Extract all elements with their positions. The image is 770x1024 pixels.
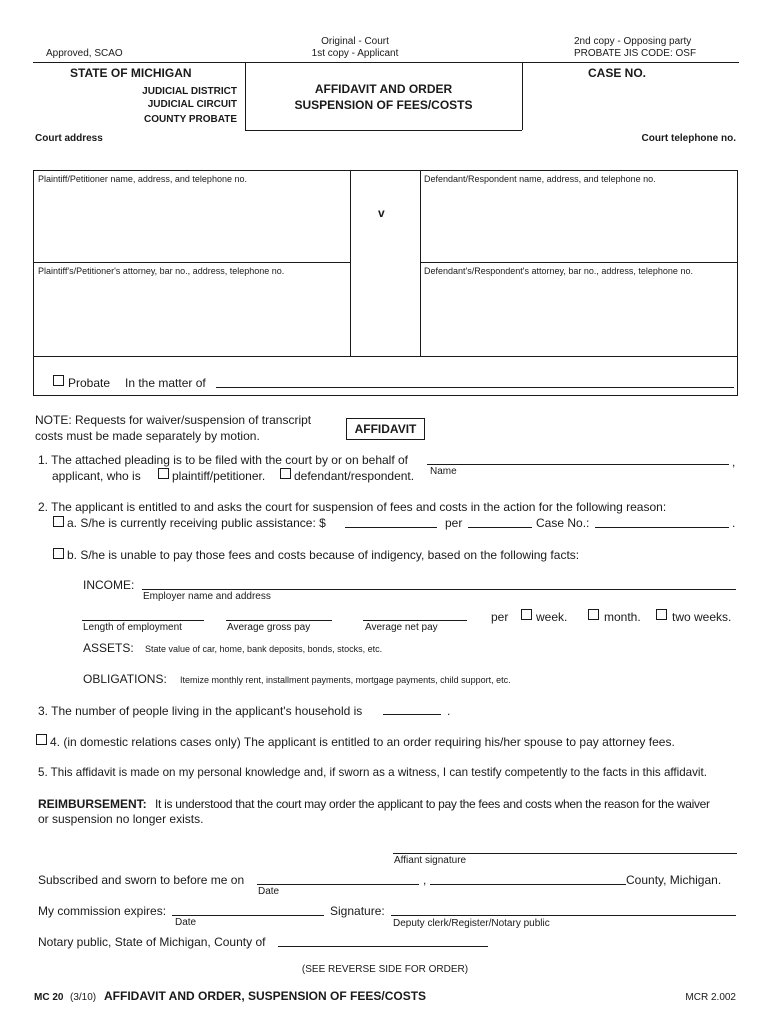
month-label: month. [604, 610, 641, 624]
affidavit-heading: AFFIDAVIT [346, 418, 425, 440]
plaintiff-petitioner-label: plaintiff/petitioner. [172, 469, 266, 483]
notary-label: Notary public, State of Michigan, County of [38, 935, 266, 949]
employer-caption: Employer name and address [143, 591, 271, 602]
reimbursement-text1: It is understood that the court may order the applicant to pay the fees and costs when the reason for the waiver [155, 797, 710, 811]
notary-county-field[interactable] [278, 946, 488, 947]
employer-field[interactable] [142, 589, 736, 590]
assistance-amount-field[interactable] [345, 527, 437, 528]
judicial-district: JUDICIAL DISTRICT [142, 86, 237, 97]
county-michigan-label: County, Michigan. [626, 873, 722, 887]
gross-pay-field[interactable] [226, 620, 332, 621]
parties-divider-right [420, 170, 421, 357]
probate-label: Probate [68, 376, 111, 390]
versus-label: v [378, 206, 385, 220]
item1-line2-prefix: applicant, who is [52, 469, 141, 483]
subscribed-comma: , [423, 873, 427, 887]
form-revision: (3/10) [70, 992, 97, 1003]
length-caption: Length of employment [83, 622, 182, 633]
item2a-case-no: Case No.: [536, 516, 590, 530]
obligations-label: OBLIGATIONS: [83, 672, 167, 686]
copy-court: Original - Court [321, 36, 389, 47]
item2a-period: . [732, 516, 736, 530]
income-label: INCOME: [83, 578, 135, 592]
case-no-label: CASE NO. [588, 66, 647, 80]
plaintiff-attorney-label: Plaintiff's/Petitioner's attorney, bar no., address, telephone no. [38, 266, 285, 276]
item2a-text: a. S/he is currently receiving public assistance: $ [67, 516, 326, 530]
affiant-signature-caption: Affiant signature [394, 855, 467, 866]
see-reverse: (SEE REVERSE SIDE FOR ORDER) [301, 964, 469, 975]
parties-box [33, 170, 738, 396]
note-line1: NOTE: Requests for waiver/suspension of transcript [35, 413, 312, 427]
affiant-signature-field[interactable] [393, 853, 737, 854]
commission-label: My commission expires: [38, 904, 167, 918]
deputy-signature-field[interactable] [391, 915, 736, 916]
court-rule: MCR 2.002 [685, 992, 736, 1003]
parties-bottom-rule [33, 356, 738, 357]
pay-per-label: per [491, 610, 509, 624]
item2b-text: b. S/he is unable to pay those fees and costs because of indigency, based on the following facts: [67, 548, 580, 562]
length-of-employment-field[interactable] [82, 620, 204, 621]
defendant-label: Defendant/Respondent name, address, and telephone no. [424, 174, 656, 184]
net-pay-field[interactable] [363, 620, 467, 621]
deputy-caption: Deputy clerk/Register/Notary public [393, 918, 550, 929]
week-checkbox[interactable] [521, 609, 532, 620]
assets-label: ASSETS: [83, 641, 134, 655]
household-count-field[interactable] [383, 714, 441, 715]
note-line2: costs must be made separately by motion. [35, 429, 260, 443]
approved-scao: Approved, SCAO [46, 48, 123, 59]
county-field[interactable] [430, 884, 626, 885]
copy-applicant: 1st copy - Applicant [311, 48, 399, 59]
name-caption: Name [430, 466, 457, 477]
two-weeks-label: two weeks. [672, 610, 732, 624]
item2a-per: per [445, 516, 463, 530]
two-weeks-checkbox[interactable] [656, 609, 667, 620]
subscribed-label: Subscribed and sworn to before me on [38, 873, 245, 887]
assistance-case-no-field[interactable] [595, 527, 729, 528]
subscribed-date-field[interactable] [257, 884, 419, 885]
assets-hint: State value of car, home, bank deposits, bonds, stocks, etc. [145, 644, 383, 654]
defendant-attorney-label: Defendant's/Respondent's attorney, bar no., address, telephone no. [424, 266, 693, 276]
header-top-rule [33, 62, 739, 63]
state-of-michigan: STATE OF MICHIGAN [70, 66, 192, 80]
commission-date-caption: Date [175, 917, 197, 928]
defendant-attorney-rule [420, 262, 738, 263]
obligations-hint: Itemize monthly rent, installment payments, mortgage payments, child support, etc. [180, 675, 511, 685]
judicial-circuit: JUDICIAL CIRCUIT [147, 99, 237, 110]
form-title-line1: AFFIDAVIT AND ORDER [314, 82, 453, 96]
form-number: MC 20 [34, 992, 64, 1003]
assistance-period-field[interactable] [468, 527, 532, 528]
item3-text: 3. The number of people living in the applicant's household is [38, 704, 363, 718]
header-divider-left [245, 62, 246, 130]
copy-opposing: 2nd copy - Opposing party [574, 36, 692, 47]
item1-line1: 1. The attached pleading is to be filed with the court by or on behalf of [38, 453, 409, 467]
reimbursement-text2: or suspension no longer exists. [38, 812, 204, 826]
indigency-checkbox[interactable] [53, 548, 64, 559]
court-address-label: Court address [35, 133, 103, 144]
header-title-bottom-rule [245, 130, 522, 131]
plaintiff-label: Plaintiff/Petitioner name, address, and telephone no. [38, 174, 247, 184]
commission-date-field[interactable] [172, 915, 324, 916]
week-label: week. [536, 610, 568, 624]
applicant-name-field[interactable] [427, 464, 729, 465]
item2-intro: 2. The applicant is entitled to and asks the court for suspension of fees and costs in the action for the following reason: [38, 500, 667, 514]
domestic-relations-checkbox[interactable] [36, 734, 47, 745]
plaintiff-attorney-rule [33, 262, 351, 263]
form-title-line2: SUSPENSION OF FEES/COSTS [294, 98, 473, 112]
county-probate: COUNTY PROBATE [144, 114, 237, 125]
month-checkbox[interactable] [588, 609, 599, 620]
item3-period: . [447, 704, 451, 718]
item4-text: 4. (in domestic relations cases only) The applicant is entitled to an order requiring his/her spouse to pay attorney fees. [50, 735, 675, 749]
in-matter-of-field[interactable] [216, 387, 734, 388]
parties-divider-left [350, 170, 351, 357]
public-assistance-checkbox[interactable] [53, 516, 64, 527]
item1-comma: , [732, 455, 736, 469]
signature-label: Signature: [330, 904, 385, 918]
subscribed-date-caption: Date [258, 886, 280, 897]
item5-text: 5. This affidavit is made on my personal knowledge and, if sworn as a witness, I can testify competently to the facts in this affidavit. [38, 766, 707, 779]
net-caption: Average net pay [365, 622, 438, 633]
probate-checkbox[interactable] [53, 375, 64, 386]
in-matter-of-label: In the matter of [125, 376, 206, 390]
jis-code: PROBATE JIS CODE: OSF [574, 48, 697, 59]
reimbursement-label: REIMBURSEMENT: [38, 797, 147, 811]
header-divider-right [522, 62, 523, 130]
defendant-respondent-label: defendant/respondent. [294, 469, 415, 483]
gross-caption: Average gross pay [227, 622, 311, 633]
plaintiff-petitioner-checkbox[interactable] [158, 468, 169, 479]
court-telephone-label: Court telephone no. [641, 133, 736, 144]
defendant-respondent-checkbox[interactable] [280, 468, 291, 479]
footer-form-title: AFFIDAVIT AND ORDER, SUSPENSION OF FEES/COSTS [104, 989, 427, 1003]
